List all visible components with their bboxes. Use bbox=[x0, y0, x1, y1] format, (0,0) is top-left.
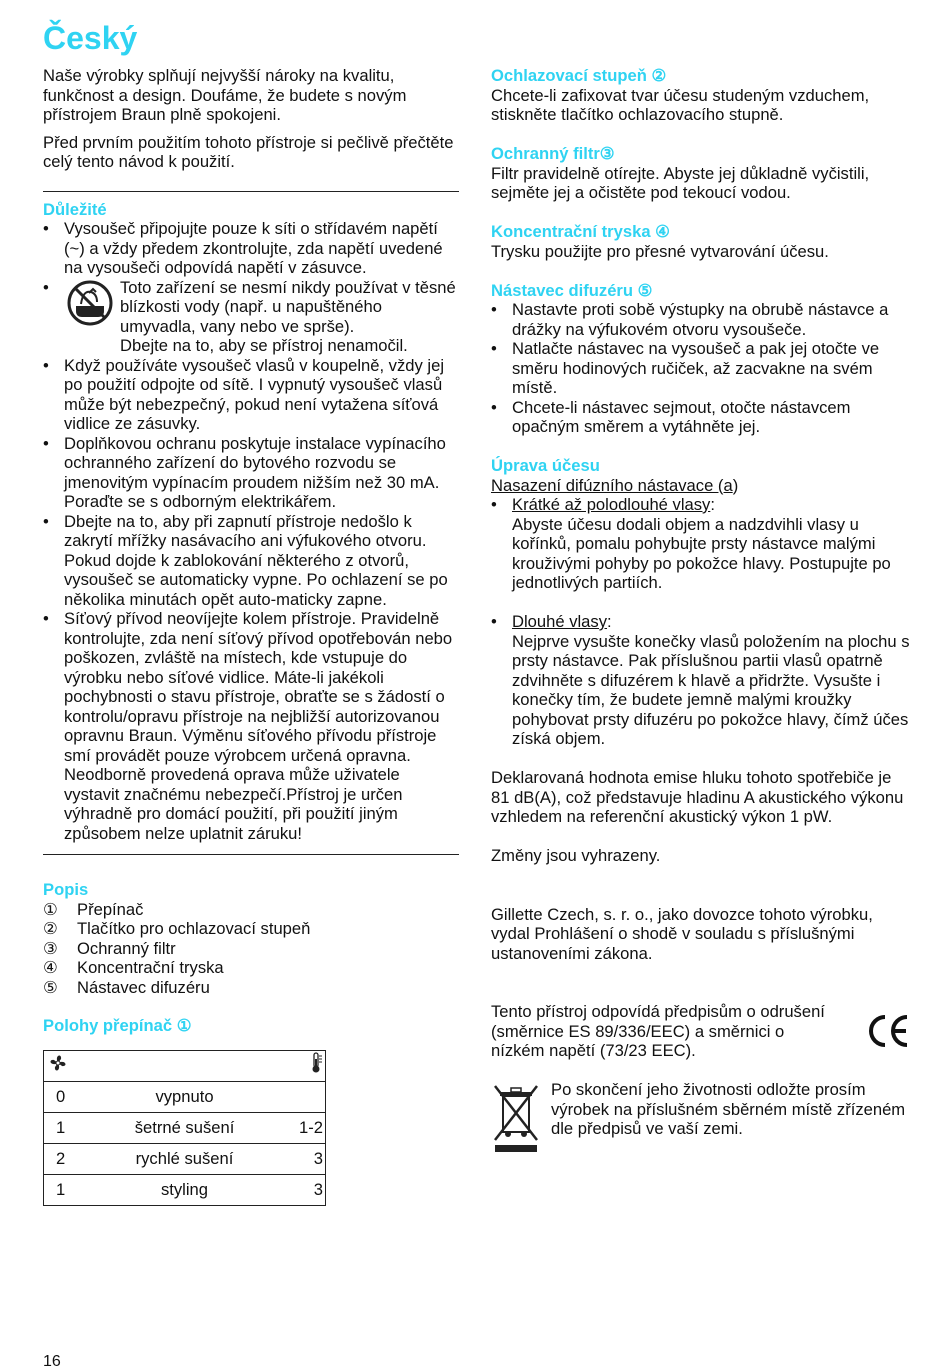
table-row: 1 šetrné sušení 1-2 bbox=[44, 1112, 326, 1143]
cooling-heading: Ochlazovací stupeň ② bbox=[491, 66, 667, 85]
changes-note: Změny jsou vyhrazeny. bbox=[491, 846, 661, 865]
list-item: ⑤ Nástavec difuzéru bbox=[43, 977, 210, 997]
disposal-text: Po skončení jeho životnosti odložte prosím výrobek na příslušném sběrném místě zřízeném dle předpisů ve vaší zemi. bbox=[551, 1080, 906, 1138]
cooling-text: Chcete-li zafixovat tvar účesu studeným vzduchem, stiskněte tlačítko ochlazovacího stupně. bbox=[491, 85, 870, 124]
water-warning-text: Toto zařízení se nesmí nikdy používat v těsné blízkosti vody (např. u napuštěného umyvadla, vany nebo ve sprše). bbox=[120, 277, 456, 336]
important-heading: Důležité bbox=[43, 199, 107, 219]
page-title: Český bbox=[43, 20, 138, 56]
styling-heading: Úprava účesu bbox=[491, 456, 600, 475]
compliance-text: Tento přístroj odpovídá předpisům o odrušení (směrnice ES 89/336/EEC) a směrnici o nízkém napětí (73/23 EEC). bbox=[491, 1002, 825, 1060]
fan-icon bbox=[48, 1053, 68, 1073]
crossed-bin-icon bbox=[491, 1082, 541, 1154]
no-bath-warning-icon bbox=[64, 280, 120, 326]
list-item: ① Přepínač bbox=[43, 899, 144, 919]
list-item: ② Tlačítko pro ochlazovací stupeň bbox=[43, 919, 311, 938]
water-warning-note: Dbejte na to, aby se přístroj nenamočil. bbox=[120, 336, 408, 355]
intro-paragraph-1: Naše výrobky splňují nejvyšší nároky na kvalitu, funkčnost a design. Doufáme, že budete s novým přístrojem Braun plně spokojeni. bbox=[43, 66, 407, 124]
list-item: • Nastavte proti sobě výstupky na obrubě nástavce a drážky na výfukovém otvoru vysoušeče. bbox=[491, 300, 911, 339]
important-item: • Dbejte na to, aby při zapnutí přístroje nedošlo k zakrytí mřížky nasávacího ani výfukového otvoru. Pokud dojde k zablokování některého z otvorů, vysoušeč se automaticky vypne. Po ochlazení se po několika minutách opět auto-maticky zapne. bbox=[43, 512, 459, 610]
important-list bbox=[43, 219, 459, 843]
list-item: • Chcete-li nástavec sejmout, otočte nástavcem opačným směrem a vytáhněte jej. bbox=[491, 398, 911, 437]
intro-paragraph-2: Před prvním použitím tohoto přístroje si pečlivě přečtěte celý tento návod k použití. bbox=[43, 132, 454, 171]
list-item-short-hair: • Krátké až polodlouhé vlasy: Abyste účesu dodali objem a nadzdvihli vlasy u kořínků, pomalu pohybujte prsty nástavce malými krouživými pohyby po pokožce hlavy. Postupujte po jednotlivých partiích. bbox=[491, 495, 911, 593]
table-row: 1 styling 3 bbox=[44, 1174, 326, 1205]
nozzle-text: Trysku použijte pro přesné vytvarování účesu. bbox=[491, 241, 829, 261]
important-item: • Vysoušeč připojujte pouze k síti o střídavém napětí (~) a vždy předem zkontrolujte, zda napětí uvedené na vysoušeči odpovídá napětí v zásuvce. bbox=[43, 219, 459, 278]
important-item-water bbox=[43, 278, 459, 356]
page-number: 16 bbox=[43, 1353, 61, 1370]
important-item: • Když používáte vysoušeč vlasů v koupelně, vždy jej po použití odpojte od sítě. I vypnutý vysoušeč vlasů může být nebezpečný, pokud není vytažena síťová vidlice ze zásuvky. bbox=[43, 356, 459, 434]
list-item: • Natlačte nástavec na vysoušeč a pak jej otočte ve směru hodinových ručiček, až zacvakne na svém místě. bbox=[491, 339, 911, 398]
parts-list bbox=[43, 900, 459, 998]
right-column bbox=[491, 66, 911, 1154]
ce-mark-icon bbox=[867, 1013, 911, 1049]
diffuser-list bbox=[491, 300, 911, 437]
compliance-block bbox=[491, 1002, 911, 1061]
list-item: ④ Koncentrační tryska bbox=[43, 958, 224, 977]
importer-note: Gillette Czech, s. r. o., jako dovozce tohoto výrobku, vydal Prohlášení o shodě v souladu s příslušnými ustanoveními zákona. bbox=[491, 904, 873, 963]
filter-heading: Ochranný filtr③ bbox=[491, 144, 615, 163]
left-column bbox=[43, 66, 459, 1206]
diffuser-heading: Nástavec difuzéru ⑤ bbox=[491, 280, 653, 300]
table-row: 0 vypnuto bbox=[44, 1081, 326, 1112]
popis-heading: Popis bbox=[43, 880, 89, 899]
noise-declaration: Deklarovaná hodnota emise hluku tohoto spotřebiče je 81 dB(A), což představuje hladinu A akustického výkonu vzhledem na referenční akustický výkon 1 pW. bbox=[491, 768, 904, 826]
disposal-block bbox=[491, 1080, 911, 1154]
styling-subheading: Nasazení difúzního nástavace (a) bbox=[491, 475, 739, 495]
important-item: • Síťový přívod neovíjejte kolem přístroje. Pravidelně kontrolujte, zda není síťový přívod opotřebován nebo poškozen, zvláště na místech, kde vstupuje do výrobku nebo síťové vidlice. Máte-li jakékoli pochybnosti o stavu přístroje, obraťte se s žádostí o kontrolu/opravu přístroje na nejbližší autorizovanou opravnu Braun. Výměnu síťového přívodu přístroje smí provádět pouze výrobcem určená opravna. Neodborně provedená oprava může uživatele vystavit značnému nebezpečí.Přístroj je určen výhradně pro domácí použití, při použití jiným způsobem nelze uplatnit záruku! bbox=[43, 609, 459, 843]
list-item: ③ Ochranný filtr bbox=[43, 938, 176, 958]
table-row: 2 rychlé sušení 3 bbox=[44, 1143, 326, 1174]
important-item: • Doplňkovou ochranu poskytuje instalace vypínacího ochranného zařízení do bytového rozvodu se jmenovitým vypínacím proudem nižším než 30 mA. Poraďte se s odborným elektrikářem. bbox=[43, 434, 459, 512]
nozzle-heading: Koncentrační tryska ④ bbox=[491, 222, 671, 241]
filter-text: Filtr pravidelně otírejte. Abyste jej důkladně vyčistili, sejměte jej a očistěte pod tekoucí vodou. bbox=[491, 163, 870, 202]
table-header-row bbox=[44, 1050, 326, 1081]
list-item-long-hair: • Dlouhé vlasy: Nejprve vysušte konečky vlasů položením na plochu s prsty nástavce. Pak příslušnou partii vlasů opatrně zdvihněte s difuzérem k hlavě a přidržte. Vysušte i konečky tím, že budete jemně malými kroužky pohybovat prsty difuzéru po pokožce hlavy, čímž účes získá objem. bbox=[491, 612, 911, 749]
styling-list bbox=[491, 495, 911, 749]
thermometer-icon bbox=[309, 1052, 323, 1074]
switch-positions-table bbox=[43, 1050, 326, 1206]
switch-positions-heading: Polohy přepínač ① bbox=[43, 1016, 192, 1035]
